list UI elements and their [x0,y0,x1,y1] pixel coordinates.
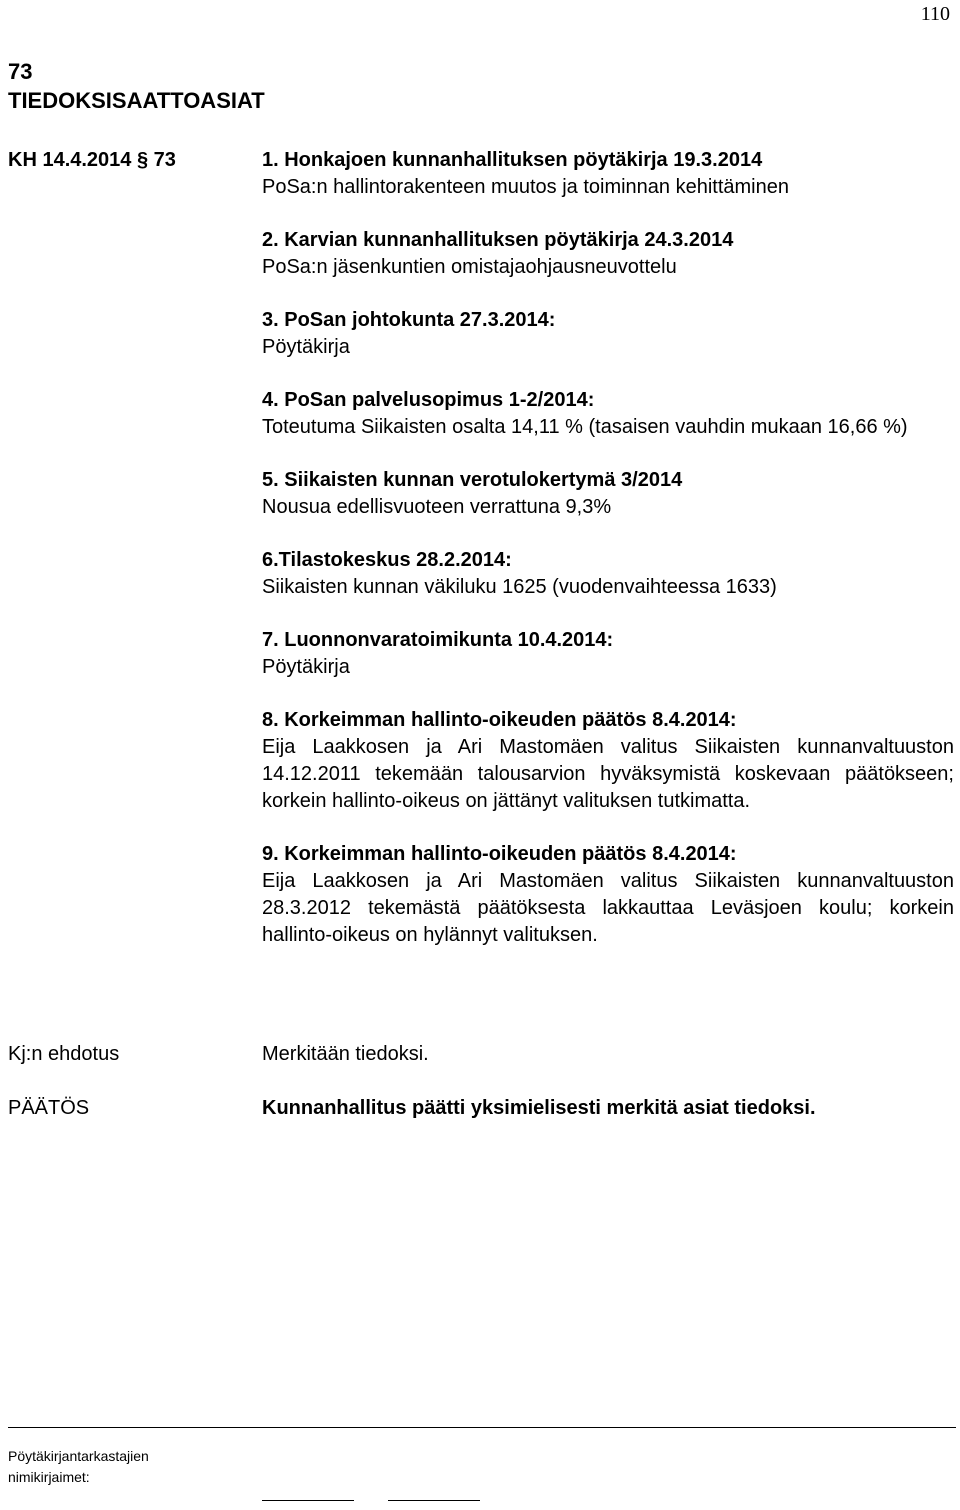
meeting-reference: KH 14.4.2014 § 73 [8,149,176,171]
item-description: Pöytäkirja [262,336,350,358]
item-title: 5. Siikaisten kunnan verotulokertymä 3/2014 [262,469,683,491]
list-item [262,227,954,281]
list-item [262,707,954,815]
item-title: 3. PoSan johtokunta 27.3.2014: [262,309,556,331]
footer-label [8,1446,149,1488]
list-item [262,147,954,201]
list-item [262,387,954,441]
footer-label-line: nimikirjaimet: [8,1469,90,1485]
proposal-label: Kj:n ehdotus [8,1043,120,1065]
item-title: 6.Tilastokeskus 28.2.2014: [262,549,512,571]
list-item [262,467,954,521]
item-description: Siikaisten kunnan väkiluku 1625 (vuodenvaihteessa 1633) [262,576,777,598]
item-title: 9. Korkeimman hallinto-oikeuden päätös 8.4.2014: [262,843,737,865]
list-item [262,547,954,601]
item-title: 8. Korkeimman hallinto-oikeuden päätös 8.4.2014: [262,709,737,731]
item-description: PoSa:n jäsenkuntien omistajaohjausneuvottelu [262,256,677,278]
item-description: Pöytäkirja [262,656,350,678]
page-number: 110 [920,3,950,25]
item-title: 2. Karvian kunnanhallituksen pöytäkirja 24.3.2014 [262,229,734,251]
item-description: Nousua edellisvuoteen verrattuna 9,3% [262,496,612,518]
signature-line [262,1500,354,1501]
section-heading [8,57,265,115]
decision-label: PÄÄTÖS [8,1097,90,1119]
item-list [262,147,954,975]
section-title: TIEDOKSISAATTOASIAT [8,88,265,113]
footer-label-line: Pöytäkirjantarkastajien [8,1448,149,1464]
item-title: 1. Honkajoen kunnanhallituksen pöytäkirja 19.3.2014 [262,149,763,171]
item-description: Toteutuma Siikaisten osalta 14,11 % (tasaisen vauhdin mukaan 16,66 %) [262,416,908,438]
list-item [262,841,954,949]
proposal-text: Merkitään tiedoksi. [262,1043,429,1065]
item-title: 7. Luonnonvaratoimikunta 10.4.2014: [262,629,614,651]
section-number: 73 [8,59,33,84]
item-title: 4. PoSan palvelusopimus 1-2/2014: [262,389,595,411]
item-description: Eija Laakkosen ja Ari Mastomäen valitus Siikaisten kunnanvaltuuston 14.12.2011 tekemään talousarvion hyväksymistä koskevaan päätökseen; korkein hallinto-oikeus on jättänyt valituksen tutkimatta. [262,736,954,812]
item-description: Eija Laakkosen ja Ari Mastomäen valitus Siikaisten kunnanvaltuuston 28.3.2012 tekemästä päätöksesta lakkauttaa Leväsjoen koulu; korkein hallinto-oikeus on hylännyt valituksen. [262,870,954,946]
signature-line [388,1500,480,1501]
list-item [262,307,954,361]
decision-text: Kunnanhallitus päätti yksimielisesti merkitä asiat tiedoksi. [262,1097,816,1119]
list-item [262,627,954,681]
item-description: PoSa:n hallintorakenteen muutos ja toiminnan kehittäminen [262,176,789,198]
footer-divider [8,1427,956,1428]
